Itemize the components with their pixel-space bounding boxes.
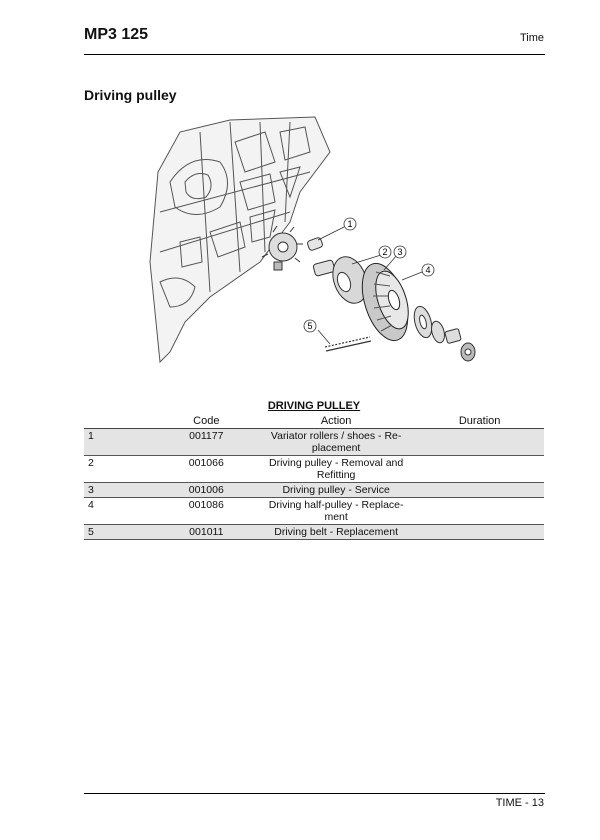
belt-drawing: [325, 337, 371, 351]
table-row: [84, 525, 544, 540]
row-duration: [415, 429, 544, 456]
row-number: 1: [84, 429, 156, 456]
callout-4: 4: [425, 265, 431, 275]
driving-pulley-exploded-diagram: [140, 112, 493, 380]
driving-pulley-table: [84, 400, 544, 540]
table-row: [84, 429, 544, 456]
header-rule: [84, 54, 545, 55]
header-duration: Duration: [415, 414, 544, 429]
callout-3: 3: [397, 247, 403, 257]
row-duration: [415, 483, 544, 498]
footer-rule: [84, 793, 545, 794]
row-code: 001066: [156, 456, 257, 483]
header-section-label: Time: [519, 32, 544, 44]
row-code: 001177: [156, 429, 257, 456]
table-header-row: [84, 414, 544, 429]
row-action: Driving half-pulley - Replace- ment: [257, 498, 415, 525]
row-number: 2: [84, 456, 156, 483]
row-duration: [415, 525, 544, 540]
page-footer: TIME - 13: [495, 797, 544, 809]
row-action: Driving pulley - Removal and Refitting: [257, 456, 415, 483]
row-code: 001086: [156, 498, 257, 525]
callout-5: 5: [307, 321, 313, 331]
row-action: Variator rollers / shoes - Re- placement: [257, 429, 415, 456]
document-title: MP3 125: [84, 26, 149, 43]
table-caption: DRIVING PULLEY: [267, 400, 361, 412]
callout-1: 1: [347, 219, 353, 229]
row-action: Driving pulley - Service: [257, 483, 415, 498]
header-code: Code: [156, 414, 257, 429]
row-number: 4: [84, 498, 156, 525]
row-duration: [415, 498, 544, 525]
row-code: 001011: [156, 525, 257, 540]
washers-drawing: [411, 304, 475, 361]
row-code: 001006: [156, 483, 257, 498]
crankcase-drawing: [150, 117, 330, 362]
header-number: [84, 414, 156, 429]
section-title: Driving pulley: [84, 87, 177, 103]
table-row: [84, 456, 544, 483]
bushing-drawing: [313, 260, 335, 277]
row-number: 5: [84, 525, 156, 540]
table-row: [84, 483, 544, 498]
row-duration: [415, 456, 544, 483]
callout-2: 2: [382, 247, 388, 257]
header-action: Action: [257, 414, 415, 429]
row-number: 3: [84, 483, 156, 498]
row-action: Driving belt - Replacement: [257, 525, 415, 540]
table-row: [84, 498, 544, 525]
